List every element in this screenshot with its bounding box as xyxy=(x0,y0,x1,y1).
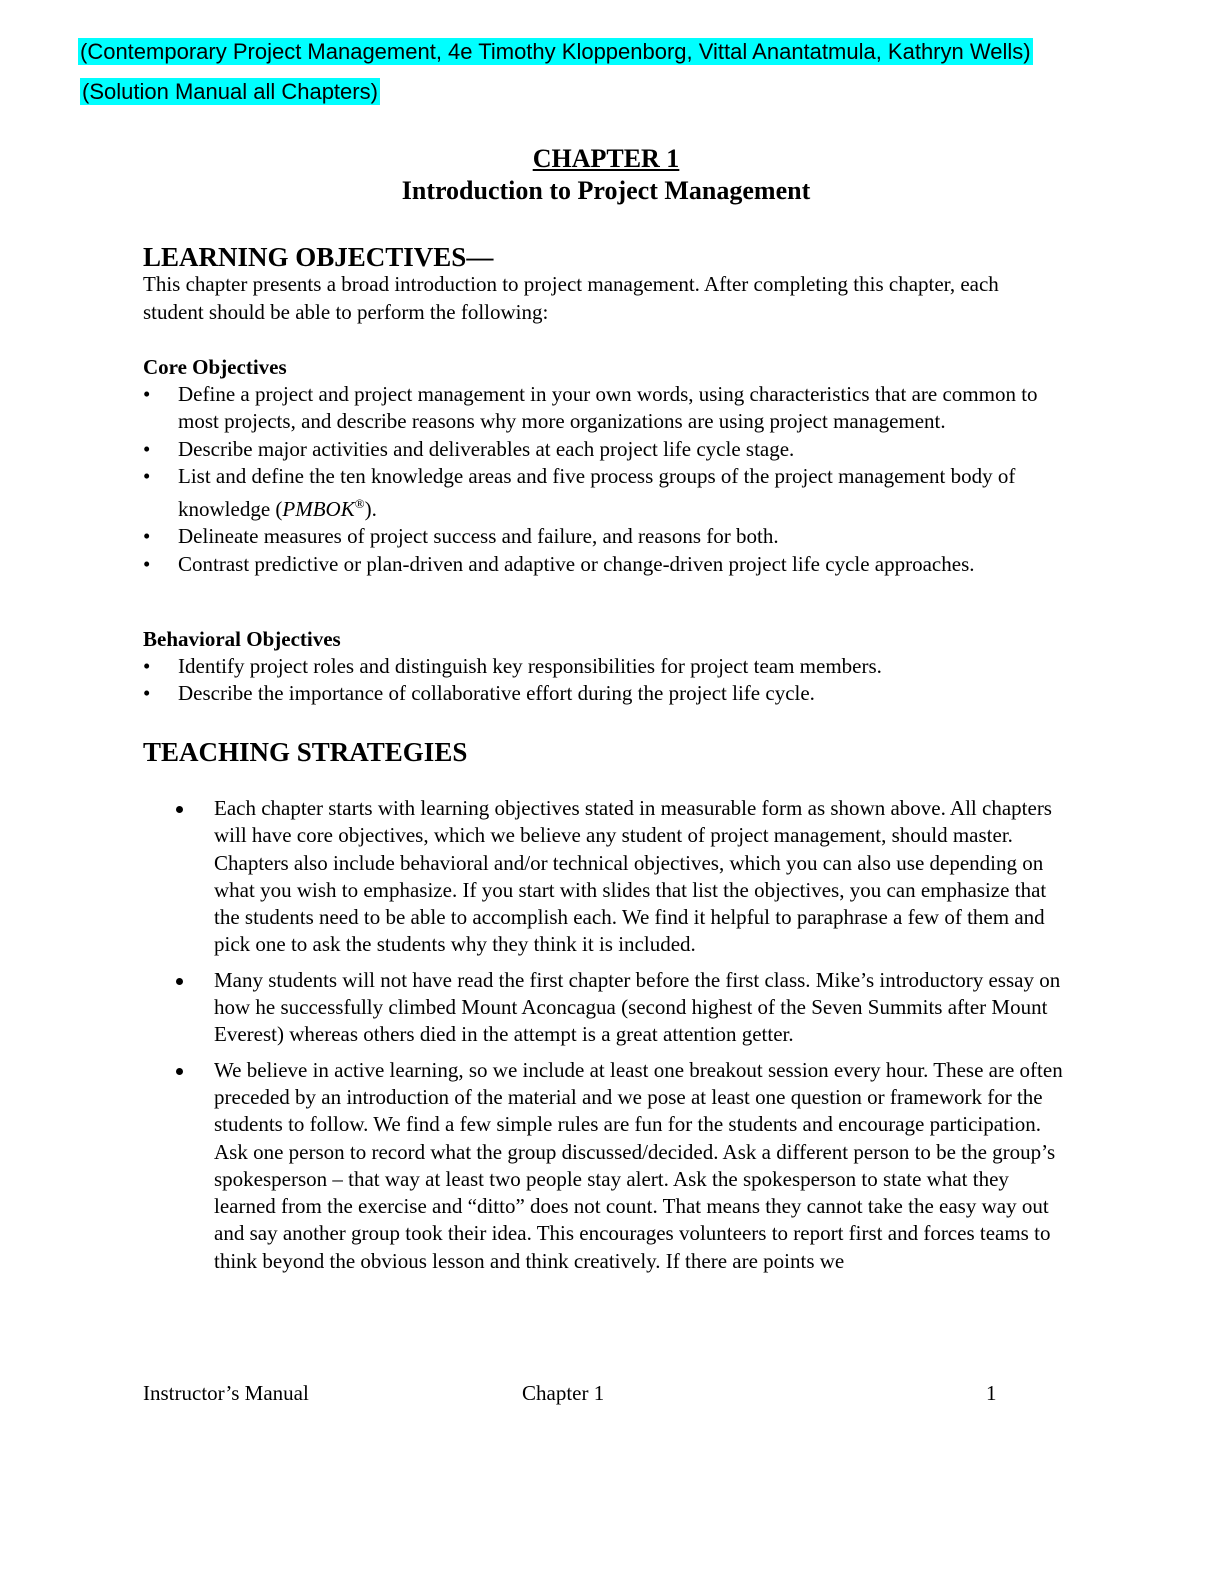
behavioral-objective-text: Identify project roles and distinguish key responsibilities for project team members. xyxy=(178,654,882,678)
banner-title-line: (Contemporary Project Management, 4e Timothy Kloppenborg, Vittal Anantatmula, Kathryn Wells) xyxy=(80,39,1031,64)
core-objective-text: Describe major activities and deliverables at each project life cycle stage. xyxy=(178,436,795,461)
core-objective-item: • Delineate measures of project success and failure, and reasons for both. xyxy=(143,524,779,549)
teaching-strategy-text: Many students will not have read the first chapter before the first class. Mike’s introductory essay on how he successfully climbed Mount Aconcagua (second highest of the Seven Summits after Mount Everest) whereas others died in the attempt is a great attention getter. xyxy=(214,967,1061,1047)
core-objective-item: • Contrast predictive or plan-driven and adaptive or change-driven project life cycle approaches. xyxy=(143,551,975,576)
bullet-dot-icon xyxy=(176,806,183,813)
registered-mark: ® xyxy=(354,496,365,512)
bullet-dot-icon xyxy=(176,978,183,985)
teaching-strategy-item xyxy=(172,1057,1072,1275)
core-objective-text: Contrast predictive or plan-driven and adaptive or change-driven project life cycle approaches. xyxy=(178,551,975,576)
core-objective-item: • Describe major activities and deliverables at each project life cycle stage. xyxy=(143,436,795,461)
teaching-strategy-item xyxy=(172,967,1072,1049)
teaching-strategy-item xyxy=(172,795,1072,959)
footer-chapter-label: Chapter 1 xyxy=(522,1381,605,1405)
behavioral-objective-item: • Describe the importance of collaborative effort during the project life cycle. xyxy=(143,681,815,706)
footer-manual-label: Instructor’s Manual xyxy=(143,1381,309,1405)
page-number: 1 xyxy=(986,1381,997,1405)
behavioral-objective-text: Describe the importance of collaborative effort during the project life cycle. xyxy=(178,681,815,706)
chapter-title: Introduction to Project Management xyxy=(401,176,811,205)
behavioral-objectives-list xyxy=(143,653,1063,708)
core-objective-text: Delineate measures of project success and failure, and reasons for both. xyxy=(178,524,779,549)
teaching-strategy-text: Each chapter starts with learning objectives stated in measurable form as shown above. All chapters will have core objectives, which we believe any student of project management, should master. Chapters also include behavioral and/or technical objectives, which you can also use depending on what you wish to emphasize. If you start with slides that list the objectives, you can emphasize that the students need to be able to accomplish each. We find it helpful to paraphrase a few of them and pick one to ask the students why they think it is included. xyxy=(214,796,1052,957)
learning-objectives-heading: LEARNING OBJECTIVES— xyxy=(143,242,494,272)
learning-objectives-intro: This chapter presents a broad introduction to project management. After completing this chapter, each student should be able to perform the following: xyxy=(143,272,999,324)
core-objective-text-before: List and define the ten knowledge areas and five process groups of the project management body of knowledge ( xyxy=(178,463,1016,522)
teaching-strategy-text: We believe in active learning, so we include at least one breakout session every hour. These are often preceded by an introduction of the material and we pose at least one question or framework for the students to follow. We find a few simple rules are fun for the students and encourage participation. Ask one person to record what the group discussed/decided. Ask a different person to be the group’s spokesperson – that way at least two people stay alert. Ask the spokesperson to state what they learned from the exercise and “ditto” does not count. That means they cannot take the easy way out and say another group took their idea. This encourages volunteers to report first and forces teams to think beyond the obvious lesson and think creatively. If there are points we xyxy=(214,1057,1063,1273)
behavioral-objective-item: • Identify project roles and distinguish key responsibilities for project team members. xyxy=(143,654,882,678)
core-objectives-heading: Core Objectives xyxy=(143,355,287,379)
chapter-number: CHAPTER 1 xyxy=(532,144,680,173)
core-objectives-list xyxy=(143,381,1063,578)
teaching-strategies-list xyxy=(172,795,1072,1283)
core-objective-item: • List and define the ten knowledge areas and five process groups of the project management body of knowledge (PMBOK®). xyxy=(143,463,1016,522)
behavioral-objectives-heading: Behavioral Objectives xyxy=(143,627,341,651)
core-objective-text-after: ). xyxy=(364,497,377,522)
teaching-strategies-heading: TEACHING STRATEGIES xyxy=(143,737,468,767)
pmbok-term: PMBOK xyxy=(282,497,355,522)
banner-subtitle-line: (Solution Manual all Chapters) xyxy=(82,79,378,104)
bullet-dot-icon xyxy=(176,1068,183,1075)
core-objective-item: • Define a project and project management in your own words, using characteristics that are common to most projects, and describe reasons why more organizations are using project management. xyxy=(143,382,1038,434)
core-objective-text: Define a project and project management in your own words, using characteristics that are common to most projects, and describe reasons why more organizations are using project management. xyxy=(178,382,1038,434)
